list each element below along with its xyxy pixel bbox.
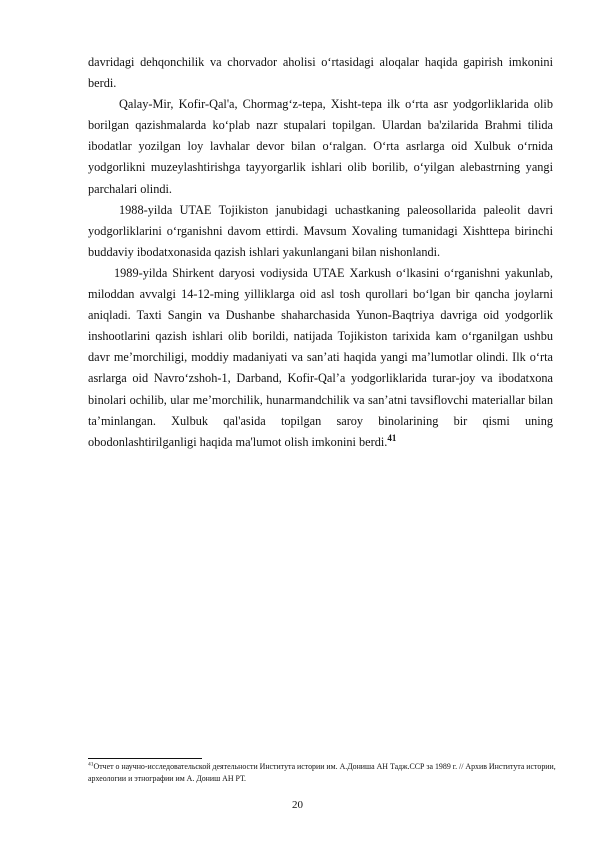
paragraph-4 — [88, 263, 553, 453]
paragraph-3: 1988-yilda UTAE Tojikiston janubidagi uchastkaning paleosollarida paleolit davri yodgorliklarini o‘rganishni davom ettirdi. Mavsum Xovaling tumanidagi Xishttepa birinchi buddaviy ibodatxonasida qazish ishlari yakunlangani bilan nishonlandi. — [88, 202, 553, 259]
footnote-divider — [88, 758, 202, 759]
footnote-text: Отчет о научно-исследовательской деятельности Института истории им. А.Дониша АН Тадж.ССР за 1989 г. // Архив Института истории, археологии и этнографии им А. Дониш АН РТ. — [88, 762, 556, 783]
footnote — [88, 761, 558, 784]
body-text — [88, 52, 553, 453]
page-number: 20 — [292, 799, 303, 811]
paragraph-2: Qalay-Mir, Kofir-Qal'a, Chormag‘z-tepa, Xisht-tepa ilk o‘rta asr yodgorliklarida olib borilgan qazishmalarda ko‘plab nazr stupalari topilgan. Ulardan ba'zilarida Brahmi tilida ibodatlar yozilgan loy lavhalar devor bilan o‘ralgan. O‘rta asrlarga oid Xulbuk o‘rnida yodgorlikni muzeylashtirishga tayyorgarlik ishlari olib borilib, o‘yilgan alebastrning yangi parchalari olindi. — [88, 97, 553, 196]
footnote-mark: 41 — [88, 761, 94, 768]
paragraph-4-text: 1989-yilda Shirkent daryosi vodiysida UTAE Xarkush o‘lkasini o‘rganishni yakunlab, miloddan avvalgi 14-12-ming yilliklarga oid asl tosh qurollari bo‘lgan bir qancha joylarni aniqladi. Taxti Sangin va Dushanbe shaharchasida Yunon-Baqtriya davriga oid yodgorlik inshootlarini qazish ishlari olib borildi, natijada Tojikiston tarixida kam o‘rganilgan ushbu davr me’morchiligi, moddiy madaniyati va san’ati haqida yangi ma’lumotlar olindi. Ilk o‘rta asrlarga oid Navro‘zshoh-1, Darband, Kofir-Qal’a yodgorliklarida turar-joy va ibodatxona binolari ochilib, ular me’morchilik, hunarmandchilik va san’atni tavsiflovchi materiallar bilan ta’minlangan. Xulbuk qal'asida topilgan saroy binolarining bir qismi uning obodonlashtirilganligi haqida ma'lumot olish imkonini berdi. — [88, 265, 553, 449]
footnote-reference[interactable]: 41 — [387, 432, 397, 443]
paragraph-1: davridagi dehqonchilik va chorvador aholisi o‘rtasidagi aloqalar haqida gapirish imkonini berdi. — [88, 55, 553, 91]
